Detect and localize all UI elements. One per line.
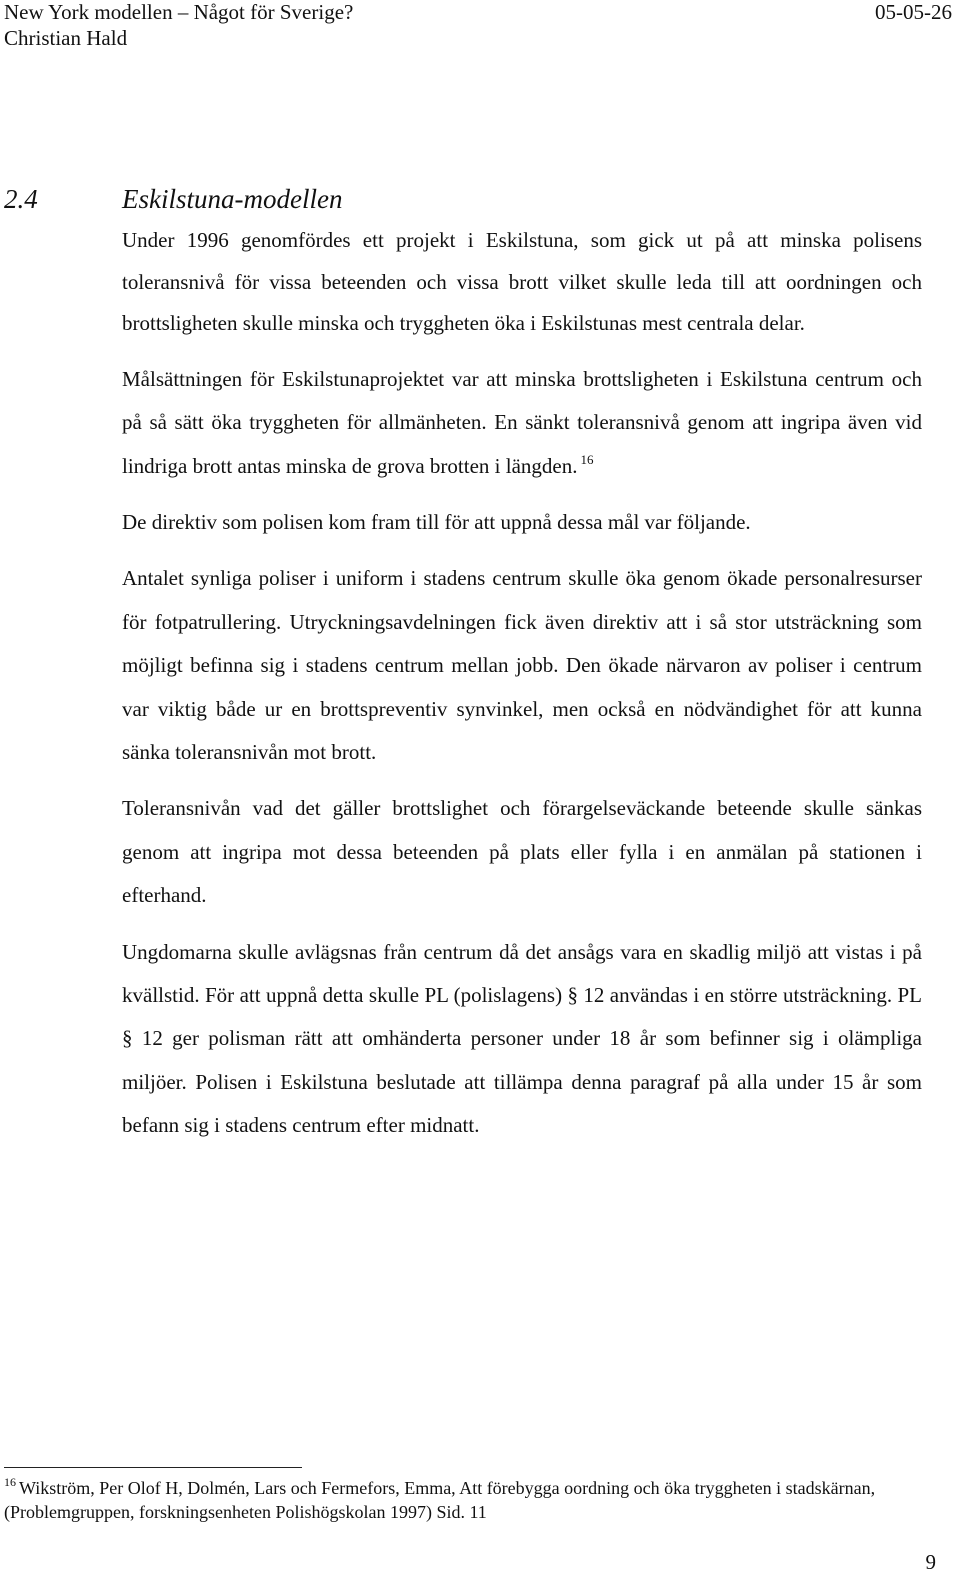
footnote xyxy=(4,1476,924,1524)
paragraph: De direktiv som polisen kom fram till för att uppnå dessa mål var följande. xyxy=(122,510,751,534)
footnote-text: Wikström, Per Olof H, Dolmén, Lars och Fermefors, Emma, Att förebygga oordning och öka tryggheten i stadskärnan, (Problemgruppen, forskningsenheten Polishögskolan 1997) Sid. 11 xyxy=(4,1478,876,1522)
document-author: Christian Hald xyxy=(4,26,128,50)
document-date: 05-05-26 xyxy=(875,0,952,24)
footnote-reference: 16 xyxy=(580,451,594,467)
section-title: Eskilstuna-modellen xyxy=(122,184,343,214)
paragraph: Ungdomarna skulle avlägsnas från centrum då det ansågs vara en skadlig miljö att vistas i på kvällstid. För att uppnå detta skulle PL (polislagens) § 12 användas i en större utsträckning. PL § 12 ger polisman rätt att omhänderta personer under 18 år som befinner sig i olämpliga miljöer. Polisen i Eskilstuna beslutade att tillämpa denna paragraf på alla under 15 år som befann sig i stadens centrum efter midnatt. xyxy=(122,939,922,1138)
body-text xyxy=(122,220,922,1148)
page-number: 9 xyxy=(925,1550,936,1574)
section-number: 2.4 xyxy=(4,184,38,214)
paragraph: Toleransnivån vad det gäller brottslighet och förargelseväckande beteende skulle sänkas genom att ingripa mot dessa beteenden på plats eller fylla i en anmälan på stationen i efterhand. xyxy=(122,796,922,908)
paragraph: Antalet synliga poliser i uniform i stadens centrum skulle öka genom ökade personalresurser för fotpatrullering. Utryckningsavdelningen fick även direktiv att i så stor utsträckning som möjligt befinna sig i stadens centrum mellan jobb. Den ökade närvaron av poliser i centrum var viktig både ur en brottspreventiv synvinkel, men också en nödvändighet för att kunna sänka toleransnivån mot brott. xyxy=(122,566,922,765)
paragraph: Under 1996 genomfördes ett projekt i Eskilstuna, som gick ut på att minska polisens toleransnivå för vissa beteenden och vissa brott vilket skulle leda till att oordningen och brottsligheten skulle minska och tryggheten öka i Eskilstunas mest centrala delar. xyxy=(122,228,922,336)
paragraph-text: Målsättningen för Eskilstunaprojektet var att minska brottsligheten i Eskilstuna centrum och på så sätt öka tryggheten för allmänheten. En sänkt toleransnivå genom att ingripa även vid lindriga brott antas minska de grova brotten i längden. xyxy=(122,366,922,478)
footnote-number: 16 xyxy=(4,1475,16,1489)
footnote-divider xyxy=(4,1467,302,1468)
section-heading xyxy=(4,182,342,216)
paragraph-with-footnote xyxy=(122,358,922,488)
document-title: New York modellen – Något för Sverige? xyxy=(4,0,354,24)
